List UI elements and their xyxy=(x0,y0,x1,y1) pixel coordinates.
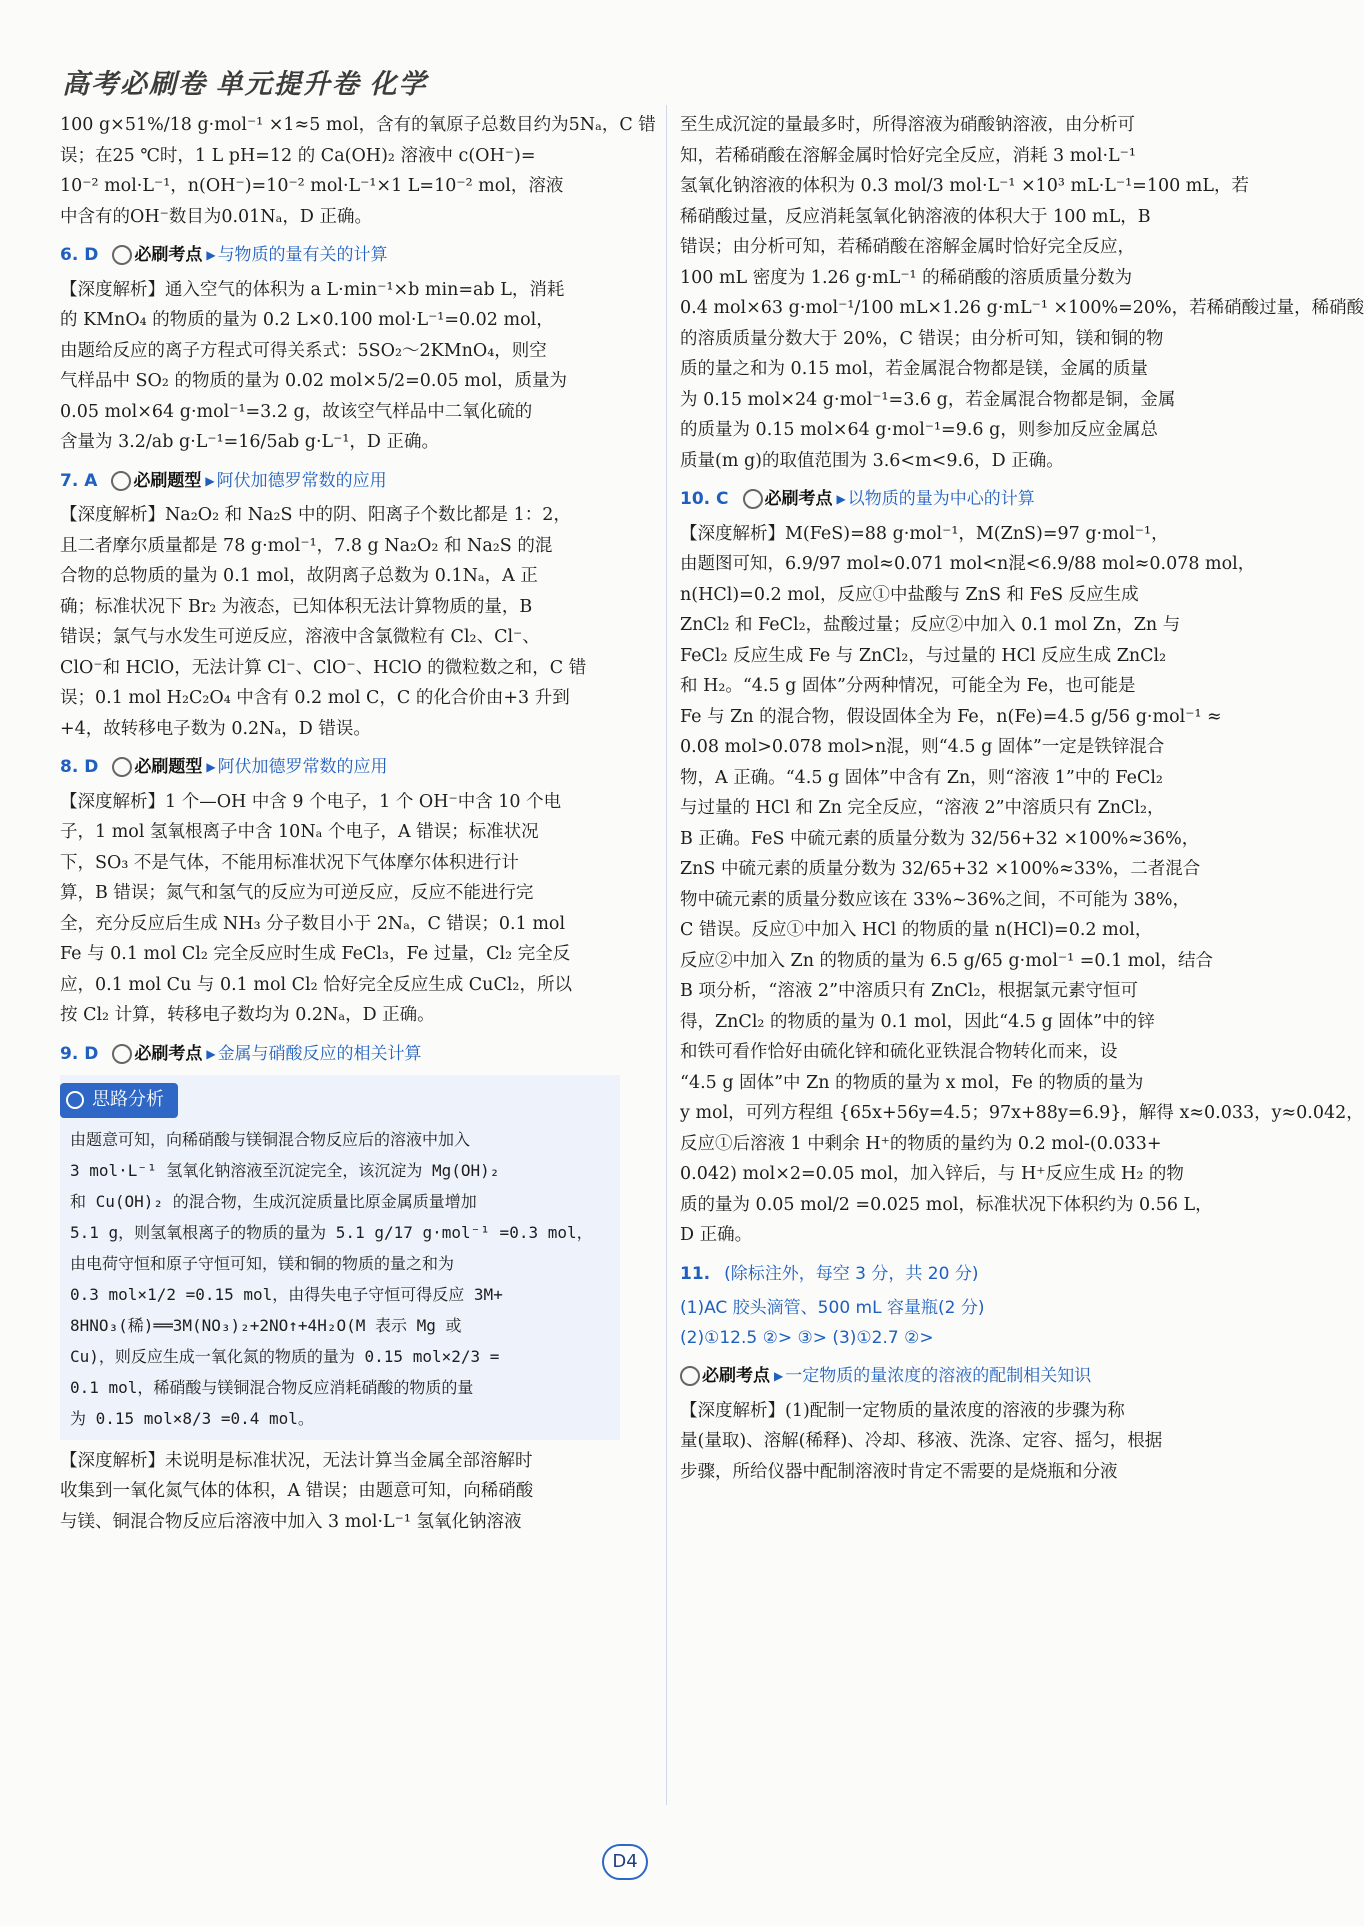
text-line: 100 mL 密度为 1.26 g·mL⁻¹ 的稀硝酸的溶质质量分数为 xyxy=(680,267,1133,288)
tag-label: 必刷考点 xyxy=(743,484,833,515)
question-9-continued xyxy=(680,110,1364,476)
text-line: 按 Cl₂ 计算，转移电子数均为 0.2Nₐ，D 正确。 xyxy=(60,1005,435,1025)
text-line: 0.3 mol×1/2 =0.15 mol，由得失电子守恒可得反应 3M+ xyxy=(70,1284,503,1304)
text-line: 0.042) mol×2=0.05 mol，加入锌后，与 H⁺反应生成 H₂ 的物 xyxy=(680,1164,1184,1184)
text-line: FeCl₂ 反应生成 Fe 与 ZnCl₂，与过量的 HCl 反应生成 ZnCl₂ xyxy=(680,645,1167,666)
question-10-header xyxy=(680,484,1208,515)
question-8-body xyxy=(60,787,620,1031)
text-line: 和 Cu(OH)₂ 的混合物，生成沉淀质量比原金属质量增加 xyxy=(70,1191,477,1211)
topic-label: 阿伏加德罗常数的应用 xyxy=(217,757,388,777)
question-number: 8. D xyxy=(60,757,99,777)
text-line: D 正确。 xyxy=(680,1225,753,1245)
text-line: 【深度解析】未说明是标准状况，无法计算当金属全部溶解时 xyxy=(60,1450,533,1471)
topic-label: 与物质的量有关的计算 xyxy=(217,245,388,265)
text-line: ClO⁻和 HClO，无法计算 Cl⁻、ClO⁻、HClO 的微粒数之和，C 错 xyxy=(60,657,587,678)
question-11-body xyxy=(680,1396,1208,1488)
tag-circle-icon xyxy=(680,1366,700,1386)
text-line: 知，若稀硝酸在溶解金属时恰好完全反应，消耗 3 mol·L⁻¹ xyxy=(680,145,1136,166)
question-number: 11. xyxy=(680,1263,711,1284)
text-line: 【深度解析】Na₂O₂ 和 Na₂S 中的阴、阳离子个数比都是 1：2， xyxy=(60,505,571,525)
analysis-title: 思路分析 xyxy=(60,1083,178,1118)
text-line: 与过量的 HCl 和 Zn 完全反应，“溶液 2”中溶质只有 ZnCl₂， xyxy=(680,798,1165,818)
text-line: 0.08 mol>0.078 mol>n混，则“4.5 g 固体”一定是铁锌混合 xyxy=(680,737,1165,757)
text-line: 10⁻² mol·L⁻¹，n(OH⁻)=10⁻² mol·L⁻¹×1 L=10⁻² mol，溶液 xyxy=(60,176,564,196)
triangle-icon: ▶ xyxy=(205,473,215,488)
text-line: 错误；氯气与水发生可逆反应，溶液中含氯微粒有 Cl₂、Cl⁻、 xyxy=(60,627,540,647)
text-line: 得，ZnCl₂ 的物质的量为 0.1 mol，因此“4.5 g 固体”中的锌 xyxy=(680,1011,1155,1032)
text-line: 合物的总物质的量为 0.1 mol，故阴离子总数为 0.1Nₐ，A 正 xyxy=(60,566,538,586)
text-line: Fe 与 Zn 的混合物，假设固体全为 Fe，n(Fe)=4.5 g/56 g·mol⁻¹ ≈ xyxy=(680,706,1222,727)
text-line: Fe 与 0.1 mol Cl₂ 完全反应时生成 FeCl₃，Fe 过量，Cl₂ 完全反 xyxy=(60,944,571,964)
left-column xyxy=(60,110,656,1537)
text-line: 子，1 mol 氢氧根离子中含 10Nₐ 个电子，A 错误；标准状况 xyxy=(60,822,539,842)
tag-circle-icon xyxy=(743,489,763,509)
text-line: 由题意可知，向稀硝酸与镁铜混合物反应后的溶液中加入 xyxy=(70,1129,471,1149)
triangle-icon: ▶ xyxy=(836,492,846,506)
text-line: 量(量取)、溶解(稀释)、冷却、移液、洗涤、定容、摇匀，根据 xyxy=(680,1431,1163,1451)
text-line: 3 mol·L⁻¹ 氢氧化钠溶液至沉淀完全，该沉淀为 Mg(OH)₂ xyxy=(70,1160,500,1180)
text-line: y mol，可列方程组 {65x+56y=4.5；97x+88y=6.9}，解得 x≈0.033，y≈0.042， xyxy=(680,1103,1364,1123)
tag-circle-icon xyxy=(112,757,132,777)
question-6-body xyxy=(60,275,620,458)
tag-circle-icon xyxy=(111,471,131,491)
text-line: “4.5 g 固体”中 Zn 的物质的量为 x mol，Fe 的物质的量为 xyxy=(680,1072,1144,1093)
analysis-icon xyxy=(66,1091,84,1109)
text-line: 氢氧化钠溶液的体积为 0.3 mol/3 mol·L⁻¹ ×10³ mL·L⁻¹=100 mL，若 xyxy=(680,176,1250,196)
intro-paragraph xyxy=(60,110,656,232)
text-line: 为 0.15 mol×8/3 =0.4 mol。 xyxy=(70,1408,314,1428)
text-line: 下，SO₃ 不是气体，不能用标准状况下气体摩尔体积进行计 xyxy=(60,852,519,873)
tag-label: 必刷题型 xyxy=(111,466,201,497)
question-11-answers xyxy=(680,1293,1208,1353)
text-line: 反应①后溶液 1 中剩余 H⁺的物质的量约为 0.2 mol-(0.033+ xyxy=(680,1133,1162,1154)
text-line: n(HCl)=0.2 mol，反应①中盐酸与 ZnS 和 FeS 反应生成 xyxy=(680,584,1139,605)
text-line: 和铁可看作恰好由硫化锌和硫化亚铁混合物转化而来，设 xyxy=(680,1042,1118,1062)
text-line: 含量为 3.2/ab g·L⁻¹=16/5ab g·L⁻¹，D 正确。 xyxy=(60,432,440,452)
triangle-icon: ▶ xyxy=(206,760,216,774)
question-number: 7. A xyxy=(60,470,98,491)
text-line: 质的量为 0.05 mol/2 =0.025 mol，标准状况下体积约为 0.56 L， xyxy=(680,1194,1213,1215)
question-7-body xyxy=(60,500,620,744)
score-note: (除标注外，每空 3 分，共 20 分) xyxy=(724,1263,979,1284)
question-number: 9. D xyxy=(60,1043,99,1064)
text-line: 误；在25 ℃时，1 L pH=12 的 Ca(OH)₂ 溶液中 c(OH⁻)= xyxy=(60,145,536,166)
right-column xyxy=(680,110,1364,1487)
tag-circle-icon xyxy=(112,1044,132,1064)
text-line: 的 KMnO₄ 的物质的量为 0.2 L×0.100 mol·L⁻¹=0.02 mol， xyxy=(60,310,554,330)
text-line: 步骤，所给仪器中配制溶液时肯定不需要的是烧瓶和分液 xyxy=(680,1461,1118,1482)
question-8-header xyxy=(60,752,620,783)
text-line: 0.05 mol×64 g·mol⁻¹=3.2 g，故该空气样品中二氧化硫的 xyxy=(60,401,533,422)
text-line: 物中硫元素的质量分数应该在 33%~36%之间，不可能为 38%， xyxy=(680,889,1190,910)
text-line: (2)①12.5 ②> ③> (3)①2.7 ②> xyxy=(680,1328,934,1348)
text-line: 误；0.1 mol H₂C₂O₄ 中含有 0.2 mol C，C 的化合价由+3 升到 xyxy=(60,688,570,708)
text-line: 且二者摩尔质量都是 78 g·mol⁻¹，7.8 g Na₂O₂ 和 Na₂S 的混 xyxy=(60,535,553,556)
topic-label: 一定物质的量浓度的溶液的配制相关知识 xyxy=(785,1366,1092,1386)
question-11-header xyxy=(680,1259,1208,1290)
topic-label: 以物质的量为中心的计算 xyxy=(847,489,1035,509)
text-line: 质量(m g)的取值范围为 3.6<m<9.6，D 正确。 xyxy=(680,450,1064,471)
question-9-header xyxy=(60,1039,620,1070)
text-line: 8HNO₃(稀)══3M(NO₃)₂+2NO↑+4H₂O(M 表示 Mg 或 xyxy=(70,1315,462,1335)
text-line: 应，0.1 mol Cu 与 0.1 mol Cl₂ 恰好完全反应生成 CuCl₂，所以 xyxy=(60,974,572,995)
text-line: 0.1 mol，稀硝酸与镁铜混合物反应消耗硝酸的物质的量 xyxy=(70,1377,474,1397)
text-line: 5.1 g，则氢氧根离子的物质的量为 5.1 g/17 g·mol⁻¹ =0.3 mol， xyxy=(70,1222,593,1242)
text-line: 0.4 mol×63 g·mol⁻¹/100 mL×1.26 g·mL⁻¹ ×100%=20%，若稀硝酸过量，稀硝酸 xyxy=(680,298,1364,318)
text-line: 确；标准状况下 Br₂ 为液态，已知体积无法计算物质的量，B xyxy=(60,596,533,617)
text-line: 反应②中加入 Zn 的物质的量为 6.5 g/65 g·mol⁻¹ =0.1 mol，结合 xyxy=(680,950,1214,971)
text-line: 【深度解析】(1)配制一定物质的量浓度的溶液的步骤为称 xyxy=(680,1400,1125,1421)
text-line: 与镁、铜混合物反应后溶液中加入 3 mol·L⁻¹ 氢氧化钠溶液 xyxy=(60,1511,522,1532)
question-6-header xyxy=(60,240,620,271)
text-line: 算，B 错误；氮气和氢气的反应为可逆反应，反应不能进行完 xyxy=(60,883,534,903)
question-7-header xyxy=(60,466,620,497)
topic-label: 金属与硝酸反应的相关计算 xyxy=(217,1043,422,1064)
text-line: ZnS 中硫元素的质量分数为 32/65+32 ×100%≈33%，二者混合 xyxy=(680,859,1201,879)
analysis-text xyxy=(70,1124,610,1434)
question-number: 10. C xyxy=(680,489,729,509)
text-line: 【深度解析】通入空气的体积为 a L·min⁻¹×b min=ab L，消耗 xyxy=(60,279,565,300)
text-line: 质的量之和为 0.15 mol，若金属混合物都是镁，金属的质量 xyxy=(680,359,1148,379)
triangle-icon: ▶ xyxy=(206,1046,216,1061)
analysis-box xyxy=(60,1075,620,1440)
text-line: 【深度解析】M(FeS)=88 g·mol⁻¹，M(ZnS)=97 g·mol⁻¹， xyxy=(680,523,1169,544)
text-line: 由题图可知，6.9/97 mol≈0.071 mol<n混<6.9/88 mol≈0.078 mol， xyxy=(680,554,1256,574)
text-line: 由题给反应的离子方程式可得关系式：5SO₂～2KMnO₄，则空 xyxy=(60,340,547,361)
text-line: 收集到一氧化氮气体的体积，A 错误；由题意可知，向稀硝酸 xyxy=(60,1481,534,1501)
text-line: Cu)，则反应生成一氧化氮的物质的量为 0.15 mol×2/3 = xyxy=(70,1346,500,1366)
text-line: 和 H₂。“4.5 g 固体”分两种情况，可能全为 Fe，也可能是 xyxy=(680,676,1136,696)
tag-label: 必刷题型 xyxy=(112,752,202,783)
text-line: 中含有的OH⁻数目为0.01Nₐ，D 正确。 xyxy=(60,206,372,227)
triangle-icon: ▶ xyxy=(206,248,216,262)
text-line: B 项分析，“溶液 2”中溶质只有 ZnCl₂，根据氯元素守恒可 xyxy=(680,981,1139,1001)
text-line: B 正确。FeS 中硫元素的质量分数为 32/56+32 ×100%≈36%， xyxy=(680,828,1200,849)
text-line: 全，充分反应后生成 NH₃ 分子数目小于 2Nₐ，C 错误；0.1 mol xyxy=(60,913,566,934)
question-10-body xyxy=(680,519,1364,1251)
text-line: 稀硝酸过量，反应消耗氢氧化钠溶液的体积大于 100 mL，B xyxy=(680,206,1151,227)
text-line: +4，故转移电子数为 0.2Nₐ，D 错误。 xyxy=(60,718,371,739)
text-line: 由电荷守恒和原子守恒可知，镁和铜的物质的量之和为 xyxy=(70,1253,455,1273)
question-11-topic-header xyxy=(680,1361,1208,1392)
text-line: 为 0.15 mol×24 g·mol⁻¹=3.6 g，若金属混合物都是铜，金属 xyxy=(680,389,1176,410)
text-line: 的溶质质量分数大于 20%，C 错误；由分析可知，镁和铜的物 xyxy=(680,328,1164,349)
text-line: ZnCl₂ 和 FeCl₂，盐酸过量；反应②中加入 0.1 mol Zn，Zn 与 xyxy=(680,615,1181,635)
question-number: 6. D xyxy=(60,245,99,265)
text-line: 的质量为 0.15 mol×64 g·mol⁻¹=9.6 g，则参加反应金属总 xyxy=(680,420,1158,440)
text-line: 气样品中 SO₂ 的物质的量为 0.02 mol×5/2=0.05 mol，质量为 xyxy=(60,371,568,391)
text-line: 100 g×51%/18 g·mol⁻¹ ×1≈5 mol，含有的氧原子总数目约为5Nₐ，C 错 xyxy=(60,115,656,135)
page-number: D4 xyxy=(602,1844,648,1880)
tag-label: 必刷考点 xyxy=(112,240,202,271)
text-line: (1)AC 胶头滴管、500 mL 容量瓶(2 分) xyxy=(680,1298,985,1318)
page-header: 高考必刷卷 单元提升卷 化学 xyxy=(62,69,428,99)
topic-label: 阿伏加德罗常数的应用 xyxy=(216,470,387,491)
text-line: C 错误。反应①中加入 HCl 的物质的量 n(HCl)=0.2 mol， xyxy=(680,920,1153,940)
column-divider xyxy=(666,105,667,1805)
text-line: 【深度解析】1 个—OH 中含 9 个电子，1 个 OH⁻中含 10 个电 xyxy=(60,791,562,812)
text-line: 错误；由分析可知，若稀硝酸在溶解金属时恰好完全反应， xyxy=(680,237,1135,257)
text-line: 至生成沉淀的量最多时，所得溶液为硝酸钠溶液，由分析可 xyxy=(680,115,1135,135)
tag-circle-icon xyxy=(112,245,132,265)
tag-label: 必刷考点 xyxy=(680,1361,770,1392)
triangle-icon: ▶ xyxy=(774,1369,784,1383)
text-line: 物，A 正确。“4.5 g 固体”中含有 Zn，则“溶液 1”中的 FeCl₂ xyxy=(680,767,1163,788)
question-9-body xyxy=(60,1446,620,1538)
tag-label: 必刷考点 xyxy=(112,1039,202,1070)
